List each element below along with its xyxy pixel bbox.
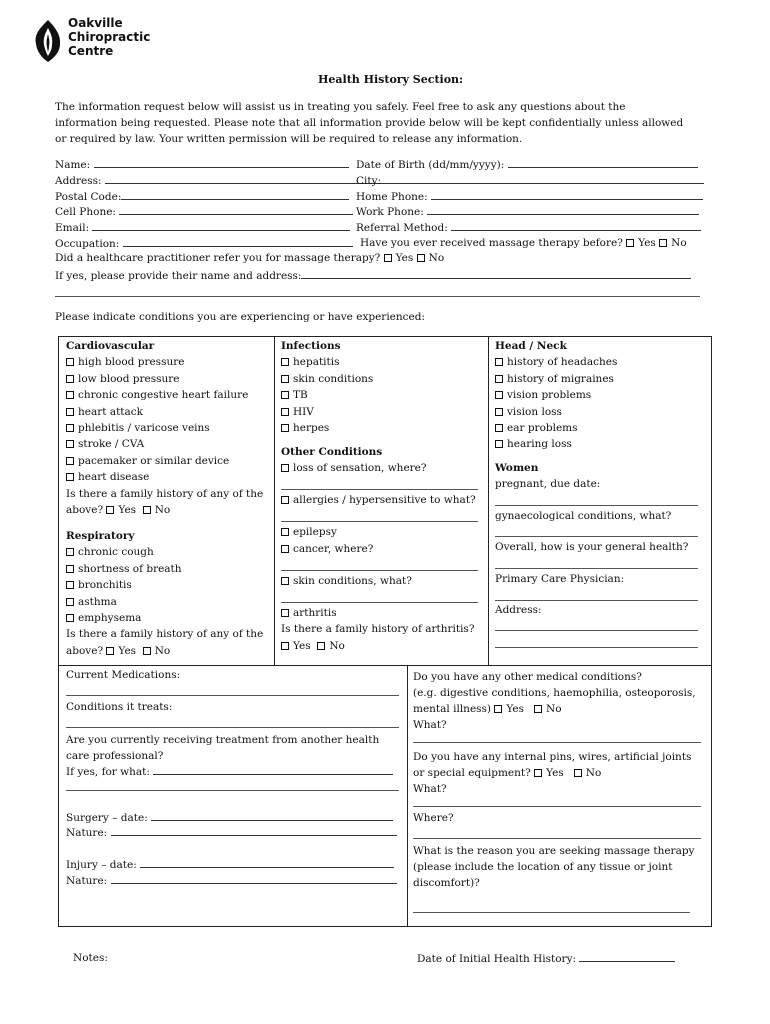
checkbox-icon[interactable] <box>495 375 503 383</box>
answer-line[interactable] <box>495 647 698 648</box>
condition-item[interactable]: phlebitis / varicose veins <box>66 420 263 436</box>
general-health-label: Overall, how is your general health? <box>495 541 689 553</box>
respiratory-section: Respiratory chronic cough shortness of breath bronchitis asthma emphysema Is there a family history of any of the above? Yes No <box>66 530 264 657</box>
condition-item[interactable]: epilepsy <box>281 526 337 538</box>
checkbox-icon[interactable] <box>417 254 425 262</box>
answer-line[interactable] <box>281 570 478 571</box>
condition-item[interactable]: shortness of breath <box>66 561 263 577</box>
condition-item[interactable]: hepatitis <box>281 354 373 370</box>
checkbox-icon[interactable] <box>106 506 114 514</box>
conditions-intro: Please indicate conditions you are experiencing or have experienced: <box>55 311 426 323</box>
condition-item[interactable]: vision loss <box>495 404 617 420</box>
condition-item[interactable]: emphysema <box>66 610 263 626</box>
arthritis-family-question: Is there a family history of arthritis? <box>281 623 475 635</box>
answer-line[interactable] <box>281 602 478 603</box>
checkbox-icon[interactable] <box>281 496 289 504</box>
current-medications-label: Current Medications: <box>66 669 181 681</box>
answer-line[interactable] <box>413 838 701 839</box>
checkbox-icon[interactable] <box>106 647 114 655</box>
checkbox-icon[interactable] <box>66 375 74 383</box>
condition-item[interactable]: allergies / hypersensitive to what? <box>281 494 476 506</box>
condition-item[interactable]: low blood pressure <box>66 371 263 387</box>
practitioner-line[interactable] <box>55 296 700 297</box>
home-phone-field[interactable]: Home Phone: <box>356 190 703 203</box>
checkbox-icon[interactable] <box>574 769 582 777</box>
practitioner-field[interactable]: If yes, please provide their name and address: <box>55 269 691 282</box>
answer-line[interactable] <box>281 489 478 490</box>
referral-question: Did a healthcare practitioner refer you for massage therapy? Yes No <box>55 252 445 264</box>
condition-item[interactable]: heart attack <box>66 404 263 420</box>
checkbox-icon[interactable] <box>281 464 289 472</box>
checkbox-icon[interactable] <box>281 408 289 416</box>
checkbox-icon[interactable] <box>317 642 325 650</box>
occupation-field[interactable]: Occupation: <box>55 237 353 250</box>
condition-item[interactable]: vision problems <box>495 387 617 403</box>
answer-line[interactable] <box>495 536 698 537</box>
checkbox-icon[interactable] <box>281 391 289 399</box>
answer-line[interactable] <box>495 505 698 506</box>
checkbox-icon[interactable] <box>494 705 502 713</box>
condition-item[interactable]: loss of sensation, where? <box>281 462 427 474</box>
infections-title: Infections <box>281 340 341 352</box>
condition-item[interactable]: TB <box>281 387 373 403</box>
condition-item[interactable]: herpes <box>281 420 373 436</box>
condition-item[interactable]: cancer, where? <box>281 543 373 555</box>
checkbox-icon[interactable] <box>143 506 151 514</box>
checkbox-icon[interactable] <box>495 440 503 448</box>
column-divider <box>407 665 408 927</box>
checkbox-icon[interactable] <box>66 358 74 366</box>
checkbox-icon[interactable] <box>281 375 289 383</box>
checkbox-icon[interactable] <box>66 548 74 556</box>
condition-item[interactable]: chronic congestive heart failure <box>66 387 263 403</box>
massage-reason-question: What is the reason you are seeking massage therapy (please include the location of any tissue or joint discomfort)? <box>413 845 695 889</box>
intro-text: The information request below will assist us in treating you safely. Feel free to ask any questions about the information being requested. Please note that all information provide below will be kept confidentially unless allowed or required by law. Your written permission will be required to release any information. <box>55 101 684 145</box>
injury-nature-field[interactable]: Nature: <box>66 874 397 887</box>
answer-line[interactable] <box>153 765 393 775</box>
condition-item[interactable]: asthma <box>66 594 263 610</box>
logo-flame-icon <box>30 18 66 64</box>
checkbox-icon[interactable] <box>66 457 74 465</box>
condition-item[interactable]: hearing loss <box>495 436 617 452</box>
checkbox-icon[interactable] <box>384 254 392 262</box>
other-conditions-question: Do you have any other medical conditions? (e.g. digestive conditions, haemophilia, osteoporosis, mental illness) Yes No What? <box>413 671 696 731</box>
checkbox-icon[interactable] <box>66 581 74 589</box>
checkbox-icon[interactable] <box>66 408 74 416</box>
condition-item[interactable]: ear problems <box>495 420 617 436</box>
condition-item[interactable]: history of headaches <box>495 354 617 370</box>
answer-line[interactable] <box>66 695 399 696</box>
condition-item[interactable]: chronic cough <box>66 544 263 560</box>
email-field[interactable]: Email: <box>55 221 350 234</box>
checkbox-icon[interactable] <box>281 609 289 617</box>
arthritis-family-answer: Yes No <box>281 640 345 652</box>
org-name: Oakville Chiropractic Centre <box>68 16 151 58</box>
condition-item[interactable]: skin conditions <box>281 371 373 387</box>
column-divider <box>488 336 489 666</box>
checkbox-icon[interactable] <box>281 358 289 366</box>
condition-item[interactable]: bronchitis <box>66 577 263 593</box>
answer-line[interactable] <box>281 521 478 522</box>
respiratory-title: Respiratory <box>66 530 135 542</box>
cell-phone-field[interactable]: Cell Phone: <box>55 205 353 218</box>
notes-label: Notes: <box>73 952 108 964</box>
injury-date-field[interactable]: Injury – date: <box>66 858 394 871</box>
cardiovascular-section: Cardiovascular high blood pressure low blood pressure chronic congestive heart failure heart attack phlebitis / varicose veins stroke / CVA pacemaker or similar device heart disease Is there a family history of any of the above? Yes No <box>66 340 264 517</box>
checkbox-icon[interactable] <box>495 358 503 366</box>
condition-item[interactable]: history of migraines <box>495 371 617 387</box>
answer-line[interactable] <box>413 742 701 743</box>
checkbox-icon[interactable] <box>66 565 74 573</box>
physician-label: Primary Care Physician: <box>495 573 625 585</box>
massage-before-question: Have you ever received massage therapy before? Yes No <box>360 237 687 249</box>
surgery-nature-field[interactable]: Nature: <box>66 826 397 839</box>
name-field[interactable]: Name: <box>55 158 349 171</box>
pregnant-label: pregnant, due date: <box>495 478 601 490</box>
where-label: Where? <box>413 812 454 824</box>
physician-address-label: Address: <box>495 604 542 616</box>
dob-field[interactable]: Date of Birth (dd/mm/yyyy): <box>356 158 698 171</box>
referral-field[interactable]: Referral Method: <box>356 221 701 234</box>
women-title: Women <box>495 462 539 474</box>
checkbox-icon[interactable] <box>626 239 634 247</box>
infections-section <box>281 338 373 436</box>
condition-item[interactable]: pacemaker or similar device <box>66 453 263 469</box>
head-neck-title: Head / Neck <box>495 340 567 352</box>
answer-line[interactable] <box>66 727 399 728</box>
condition-item[interactable]: stroke / CVA <box>66 436 263 452</box>
checkbox-icon[interactable] <box>281 577 289 585</box>
other-conditions-title: Other Conditions <box>281 446 383 458</box>
checkbox-icon[interactable] <box>495 424 503 432</box>
answer-line[interactable] <box>495 568 698 569</box>
checkbox-icon[interactable] <box>66 473 74 481</box>
checkbox-icon[interactable] <box>534 769 542 777</box>
answer-line[interactable] <box>495 630 698 631</box>
gynaecological-label: gynaecological conditions, what? <box>495 510 672 522</box>
checkbox-icon[interactable] <box>659 239 667 247</box>
checkbox-icon[interactable] <box>495 408 503 416</box>
condition-item[interactable]: skin conditions, what? <box>281 575 412 587</box>
checkbox-icon[interactable] <box>281 424 289 432</box>
column-divider <box>274 336 275 666</box>
checkbox-icon[interactable] <box>66 440 74 448</box>
answer-line[interactable] <box>66 790 399 791</box>
postal-code-field[interactable]: Postal Code: <box>55 190 349 203</box>
address-field[interactable]: Address: <box>55 174 403 187</box>
checkbox-icon[interactable] <box>281 528 289 536</box>
condition-item[interactable]: HIV <box>281 404 373 420</box>
initial-date-field[interactable]: Date of Initial Health History: <box>417 952 675 965</box>
checkbox-icon[interactable] <box>66 598 74 606</box>
condition-item[interactable]: high blood pressure <box>66 354 263 370</box>
condition-item[interactable]: arthritis <box>281 607 337 619</box>
checkbox-icon[interactable] <box>281 642 289 650</box>
answer-line[interactable] <box>413 806 701 807</box>
checkbox-icon[interactable] <box>66 424 74 432</box>
city-field[interactable]: City: <box>356 174 704 187</box>
work-phone-field[interactable]: Work Phone: <box>356 205 699 218</box>
conditions-treats-label: Conditions it treats: <box>66 701 173 713</box>
surgery-date-field[interactable]: Surgery – date: <box>66 811 393 824</box>
answer-line[interactable] <box>413 912 690 913</box>
page-title: Health History Section: <box>318 73 464 86</box>
other-treatment-question: Are you currently receiving treatment from another health care professional? If yes, for what: <box>66 732 393 780</box>
checkbox-icon[interactable] <box>143 647 151 655</box>
checkbox-icon[interactable] <box>281 545 289 553</box>
head-neck-section <box>495 338 617 453</box>
checkbox-icon[interactable] <box>66 391 74 399</box>
condition-item[interactable]: heart disease <box>66 469 263 485</box>
checkbox-icon[interactable] <box>66 614 74 622</box>
cardiovascular-title: Cardiovascular <box>66 340 155 352</box>
pins-question: Do you have any internal pins, wires, artificial joints or special equipment? Yes No What? <box>413 751 692 795</box>
checkbox-icon[interactable] <box>534 705 542 713</box>
checkbox-icon[interactable] <box>495 391 503 399</box>
answer-line[interactable] <box>495 600 698 601</box>
